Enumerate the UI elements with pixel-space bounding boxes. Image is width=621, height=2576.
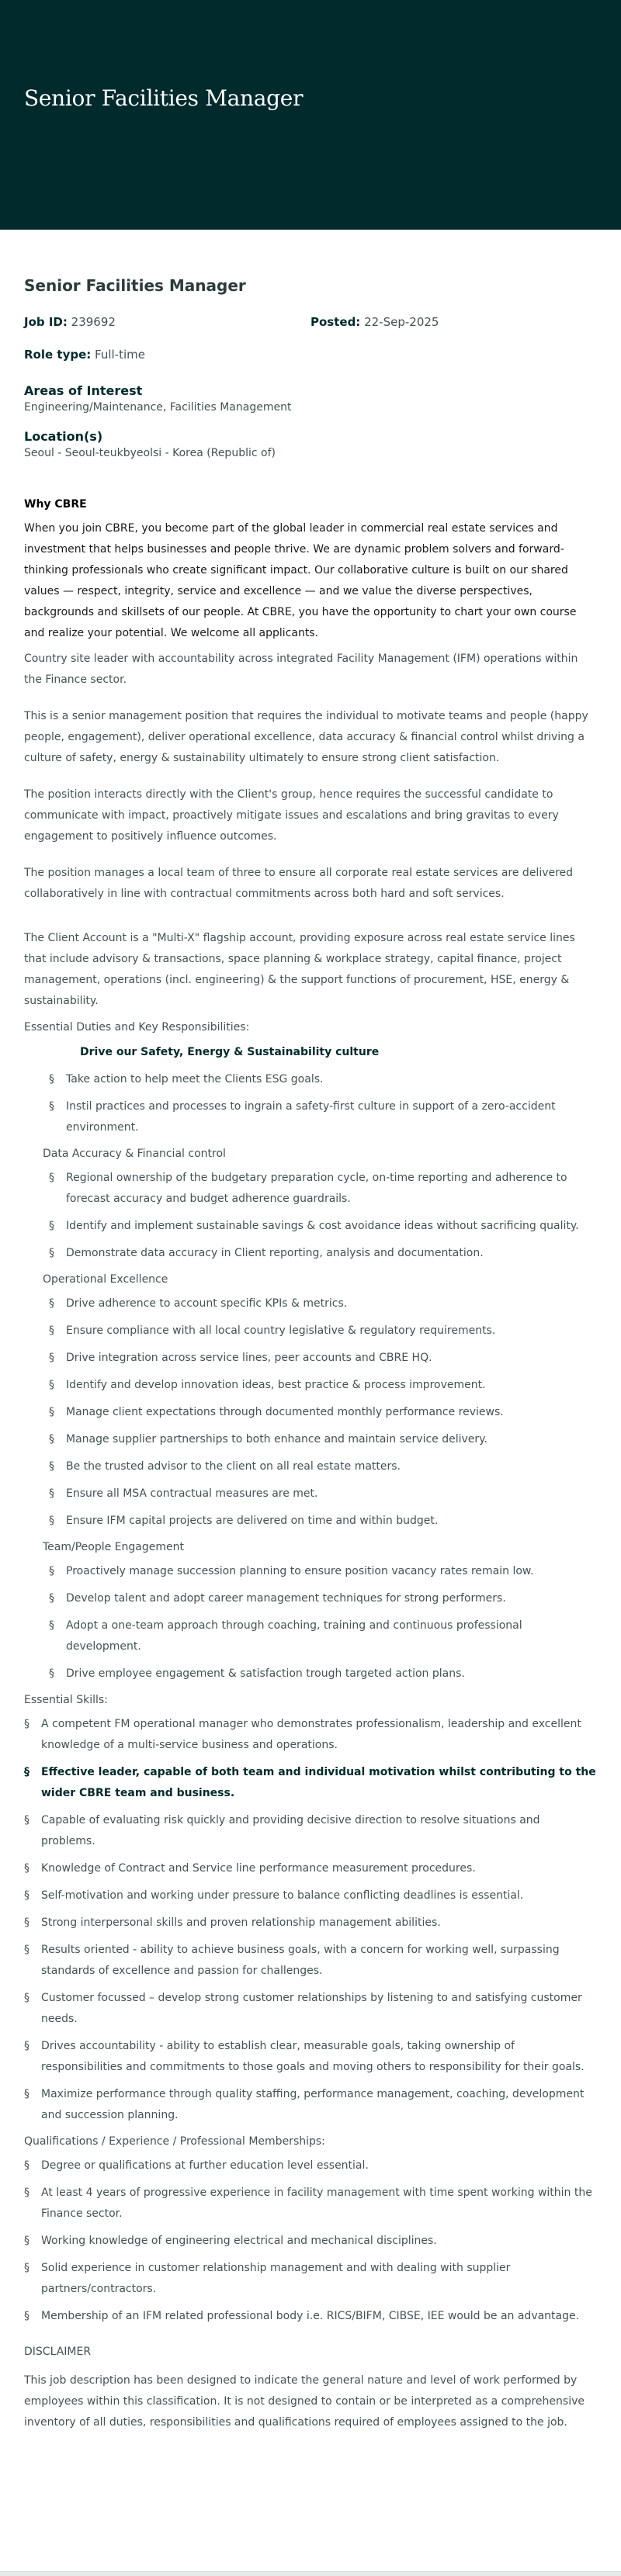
safety-heading: Drive our Safety, Energy & Sustainability culture [80, 1046, 380, 1058]
list-item-text: At least 4 years of progressive experience in facility management with time spent working within the Finance sector. [41, 2186, 592, 2220]
list-item-text: Membership of an IFM related professional body i.e. RICS/BIFM, CIBSE, IEE would be an advantage. [41, 2310, 580, 2322]
list-item [24, 1348, 597, 1369]
list-item-text: Working knowledge of engineering electrical and mechanical disciplines. [41, 2235, 437, 2247]
job-meta-row [24, 315, 597, 329]
areas-heading: Areas of Interest [24, 383, 143, 398]
job-id-value: 239692 [71, 315, 116, 329]
team-engagement-heading: Team/People Engagement [43, 1541, 184, 1553]
skills-heading: Essential Skills: [24, 1694, 108, 1706]
section-bullet-icon: § [49, 1515, 54, 1527]
list-item-text: A competent FM operational manager who demonstrates professionalism, leadership and excellent knowledge of a multi-service business and operations. [41, 1718, 581, 1751]
list-item-text: Maximize performance through quality staffing, performance management, coaching, development and succession planning. [41, 2088, 585, 2121]
list-item [24, 2231, 597, 2252]
location-heading: Location(s) [24, 429, 103, 444]
section-bullet-icon: § [24, 2310, 29, 2322]
operational-excellence-heading: Operational Excellence [43, 1273, 168, 1286]
section-bullet-icon: § [49, 1220, 54, 1232]
list-item [24, 1456, 597, 1477]
list-item [24, 1321, 597, 1342]
section-bullet-icon: § [49, 1619, 54, 1632]
section-bullet-icon: § [24, 2262, 29, 2274]
list-item-text: Ensure compliance with all local country legislative & regulatory requirements. [66, 1324, 496, 1337]
section-bullet-icon: § [24, 2235, 29, 2247]
section-bullet-icon: § [24, 2186, 29, 2199]
list-item [24, 2306, 597, 2327]
list-item [24, 1096, 597, 1138]
list-item [24, 1588, 597, 1609]
list-item [24, 1168, 597, 1210]
footer-divider [0, 2571, 621, 2576]
data-accuracy-heading: Data Accuracy & Financial control [43, 1148, 226, 1160]
section-bullet-icon: § [49, 1433, 54, 1446]
list-item [24, 1988, 597, 2030]
hero-banner [0, 0, 621, 230]
description-p2: This is a senior management position that requires the individual to motivate teams and people (happy people, engagement), deliver operational excellence, data accuracy & financial control whilst driving a culture of safety, energy & sustainability ultimately to ensure strong client satisfaction. [24, 710, 588, 764]
list-item-text: Identify and implement sustainable savings & cost avoidance ideas without sacrificing quality. [66, 1220, 579, 1232]
areas-value: Engineering/Maintenance, Facilities Management [24, 401, 292, 414]
list-item [24, 2036, 597, 2078]
section-bullet-icon: § [24, 1718, 29, 1730]
section-bullet-icon: § [49, 1379, 54, 1391]
section-bullet-icon: § [49, 1667, 54, 1680]
role-type-label: Role type: [24, 348, 92, 362]
section-bullet-icon: § [24, 1766, 29, 1778]
data-accuracy-list [24, 1168, 597, 1264]
list-item-text: Ensure all MSA contractual measures are met. [66, 1487, 318, 1500]
job-id [24, 315, 310, 329]
job-title: Senior Facilities Manager [24, 276, 246, 295]
section-bullet-icon: § [49, 1487, 54, 1500]
section-bullet-icon: § [24, 1889, 29, 1902]
section-bullet-icon: § [49, 1247, 54, 1259]
list-item [24, 1511, 597, 1532]
list-item-text: Knowledge of Contract and Service line performance measurement procedures. [41, 1862, 476, 1875]
list-item [24, 1429, 597, 1450]
list-item [24, 2258, 597, 2300]
list-item-text: Manage client expectations through documented monthly performance reviews. [66, 1406, 504, 1418]
section-bullet-icon: § [49, 1460, 54, 1473]
list-item [24, 1714, 597, 1756]
list-item-text: Strong interpersonal skills and proven relationship management abilities. [41, 1916, 441, 1929]
job-id-label: Job ID: [24, 315, 68, 329]
disclaimer-heading: DISCLAIMER [24, 2346, 92, 2358]
section-bullet-icon: § [49, 1592, 54, 1605]
duties-heading: Essential Duties and Key Responsibilities: [24, 1021, 250, 1034]
safety-list [24, 1069, 597, 1138]
qualifications-list [24, 2155, 597, 2327]
list-item [24, 2183, 597, 2225]
section-bullet-icon: § [24, 2040, 29, 2052]
list-item-text: Drives accountability - ability to establish clear, measurable goals, taking ownership of responsibilities and commitments to those goals and moving others to responsibility for their goals. [41, 2040, 585, 2073]
list-item [24, 1216, 597, 1237]
list-item [24, 1402, 597, 1423]
list-item-text: Take action to help meet the Clients ESG goals. [66, 1073, 324, 1085]
list-item [24, 1940, 597, 1982]
qualifications-heading: Qualifications / Experience / Professional Memberships: [24, 2135, 325, 2148]
section-bullet-icon: § [49, 1297, 54, 1310]
list-item [24, 1858, 597, 1879]
list-item-text: Instil practices and processes to ingrain a safety-first culture in support of a zero-accident environment. [66, 1100, 556, 1134]
list-item [24, 1375, 597, 1396]
section-bullet-icon: § [49, 1100, 54, 1113]
list-item-text: Drive integration across service lines, peer accounts and CBRE HQ. [66, 1352, 432, 1364]
section-bullet-icon: § [49, 1073, 54, 1085]
posted-label: Posted: [310, 315, 361, 329]
list-item [24, 1484, 597, 1504]
section-bullet-icon: § [24, 1814, 29, 1826]
section-bullet-icon: § [49, 1565, 54, 1577]
list-item [24, 2084, 597, 2126]
section-bullet-icon: § [24, 1862, 29, 1875]
role-type-value: Full-time [95, 348, 145, 362]
list-item [24, 1913, 597, 1934]
list-item [24, 1810, 597, 1852]
section-bullet-icon: § [49, 1352, 54, 1364]
list-item-text: Adopt a one-team approach through coaching, training and continuous professional development. [66, 1619, 522, 1653]
list-item-text: Drive adherence to account specific KPIs & metrics. [66, 1297, 348, 1310]
description-p5: The Client Account is a "Multi-X" flagship account, providing exposure across real estate service lines that include advisory & transactions, space planning & workplace strategy, capital finance, project management, operations (incl. engineering) & the support functions of procurement, HSE, energy & sustainability. [24, 932, 575, 1007]
list-item-text: Manage supplier partnerships to both enhance and maintain service delivery. [66, 1433, 487, 1446]
list-item [24, 2155, 597, 2176]
list-item-text: Regional ownership of the budgetary preparation cycle, on-time reporting and adherence to forecast accuracy and budget adherence guardrails. [66, 1172, 567, 1205]
section-bullet-icon: § [49, 1406, 54, 1418]
section-bullet-icon: § [24, 1916, 29, 1929]
section-bullet-icon: § [49, 1172, 54, 1184]
description-p4: The position manages a local team of three to ensure all corporate real estate services are delivered collaboratively in line with contractual commitments across both hard and soft services. [24, 867, 574, 900]
skills-list [24, 1714, 597, 2126]
list-item-text: Customer focussed – develop strong customer relationships by listening to and satisfying customer needs. [41, 1992, 582, 2025]
why-cbre-heading: Why CBRE [24, 498, 87, 511]
location-value: Seoul - Seoul-teukbyeolsi - Korea (Republic of) [24, 447, 276, 459]
hero-title: Senior Facilities Manager [24, 85, 304, 111]
disclaimer-text: This job description has been designed to indicate the general nature and level of work performed by employees within this classification. It is not designed to contain or be interpreted as a comprehensive inventory of all duties, responsibilities and qualifications required of employees assigned to the job. [24, 2374, 585, 2429]
job-content [0, 230, 621, 2433]
list-item-text: Effective leader, capable of both team and individual motivation whilst contributing to the wider CBRE team and business. [41, 1766, 596, 1799]
list-item-text: Be the trusted advisor to the client on all real estate matters. [66, 1460, 401, 1473]
list-item [24, 1069, 597, 1090]
team-engagement-list [24, 1561, 597, 1684]
list-item-text: Results oriented - ability to achieve business goals, with a concern for working well, surpassing standards of excellence and passion for challenges. [41, 1944, 560, 1977]
list-item [24, 1615, 597, 1657]
list-item [24, 1243, 597, 1264]
section-bullet-icon: § [24, 1944, 29, 1956]
section-bullet-icon: § [24, 2088, 29, 2100]
description-p1: Country site leader with accountability across integrated Facility Management (IFM) operations within the Finance sector. [24, 653, 578, 686]
posted-date [310, 315, 597, 329]
list-item-text: Identify and develop innovation ideas, best practice & process improvement. [66, 1379, 486, 1391]
list-item-text: Drive employee engagement & satisfaction trough targeted action plans. [66, 1667, 465, 1680]
list-item-text: Proactively manage succession planning to ensure position vacancy rates remain low. [66, 1565, 534, 1577]
list-item-text: Demonstrate data accuracy in Client reporting, analysis and documentation. [66, 1247, 484, 1259]
list-item-text: Degree or qualifications at further education level essential. [41, 2159, 369, 2172]
list-item-text: Develop talent and adopt career management techniques for strong performers. [66, 1592, 506, 1605]
description-p3: The position interacts directly with the Client's group, hence requires the successful candidate to communicate with impact, proactively mitigate issues and escalations and bring gravitas to every engagement to positively influence outcomes. [24, 788, 559, 843]
list-item-text: Solid experience in customer relationship management and with dealing with supplier partners/contractors. [41, 2262, 511, 2295]
list-item [24, 1664, 597, 1684]
section-bullet-icon: § [49, 1324, 54, 1337]
list-item-text: Self-motivation and working under pressure to balance conflicting deadlines is essential. [41, 1889, 524, 1902]
list-item [24, 1561, 597, 1582]
role-type [24, 348, 320, 362]
section-bullet-icon: § [24, 2159, 29, 2172]
list-item-text: Capable of evaluating risk quickly and providing decisive direction to resolve situations and problems. [41, 1814, 540, 1847]
section-bullet-icon: § [24, 1992, 29, 2004]
role-type-row [24, 348, 597, 362]
why-cbre-text: When you join CBRE, you become part of the global leader in commercial real estate services and investment that helps businesses and people thrive. We are dynamic problem solvers and forward-thinking professionals who create significant impact. Our collaborative culture is built on our shared values — respect, integrity, service and excellence — and we value the diverse perspectives, backgrounds and skillsets of our people. At CBRE, you have the opportunity to chart your own course and realize your potential. We welcome all applicants. [24, 522, 577, 639]
list-item [24, 1885, 597, 1906]
list-item [24, 1762, 597, 1804]
list-item-text: Ensure IFM capital projects are delivered on time and within budget. [66, 1515, 439, 1527]
operational-excellence-list [24, 1293, 597, 1532]
list-item [24, 1293, 597, 1314]
posted-value: 22-Sep-2025 [364, 315, 439, 329]
